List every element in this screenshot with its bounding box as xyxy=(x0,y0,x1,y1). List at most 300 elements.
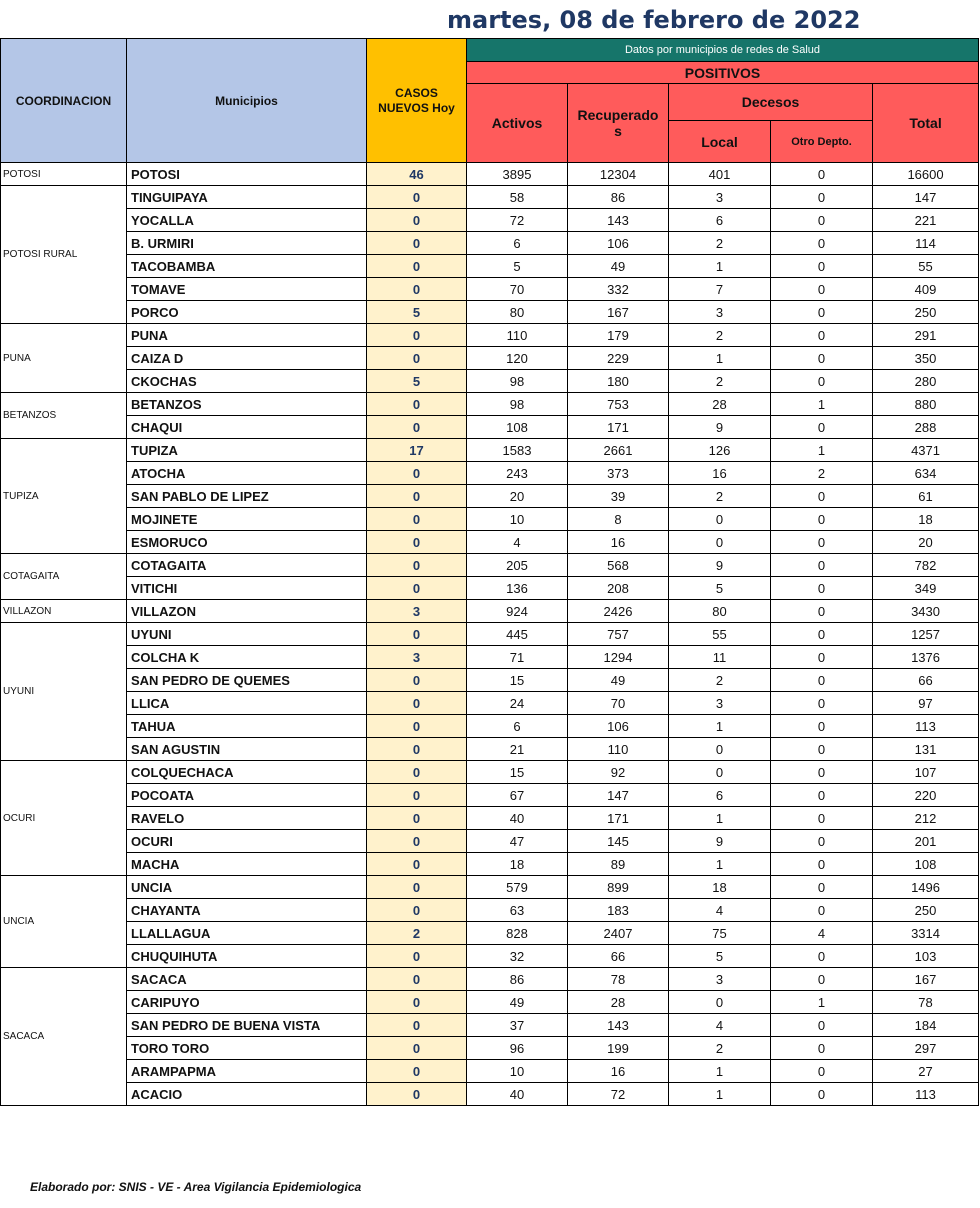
header-municipios: Municipios xyxy=(127,39,367,163)
cell-activos: 96 xyxy=(467,1037,568,1060)
table-row xyxy=(1,623,979,646)
cell-recuperados: 72 xyxy=(568,1083,669,1106)
cell-decesos-otro-depto: 0 xyxy=(771,623,873,646)
cell-municipio: ACACIO xyxy=(127,1083,367,1106)
cell-casos-nuevos: 0 xyxy=(367,692,467,715)
cell-total: 3430 xyxy=(873,600,979,623)
table-row xyxy=(1,462,979,485)
cell-recuperados: 180 xyxy=(568,370,669,393)
cell-decesos-local: 55 xyxy=(669,623,771,646)
cell-municipio: COTAGAITA xyxy=(127,554,367,577)
cell-activos: 98 xyxy=(467,370,568,393)
cell-casos-nuevos: 0 xyxy=(367,347,467,370)
cell-coordinacion: PUNA xyxy=(1,324,127,393)
cell-activos: 205 xyxy=(467,554,568,577)
cell-total: 3314 xyxy=(873,922,979,945)
cell-activos: 10 xyxy=(467,508,568,531)
cell-total: 634 xyxy=(873,462,979,485)
header-coordinacion: COORDINACION xyxy=(1,39,127,163)
cell-coordinacion: OCURI xyxy=(1,761,127,876)
cell-total: 880 xyxy=(873,393,979,416)
cell-casos-nuevos: 46 xyxy=(367,163,467,186)
cell-decesos-otro-depto: 0 xyxy=(771,186,873,209)
cell-recuperados: 143 xyxy=(568,1014,669,1037)
cell-decesos-local: 5 xyxy=(669,945,771,968)
cell-decesos-otro-depto: 0 xyxy=(771,531,873,554)
cell-activos: 1583 xyxy=(467,439,568,462)
cell-activos: 6 xyxy=(467,715,568,738)
cell-decesos-local: 1 xyxy=(669,255,771,278)
header-casos-line1: CASOS xyxy=(395,85,438,100)
cell-casos-nuevos: 0 xyxy=(367,508,467,531)
table-row xyxy=(1,577,979,600)
table-row xyxy=(1,784,979,807)
cell-total: 103 xyxy=(873,945,979,968)
cell-decesos-otro-depto: 0 xyxy=(771,1037,873,1060)
cell-casos-nuevos: 0 xyxy=(367,1014,467,1037)
cell-recuperados: 92 xyxy=(568,761,669,784)
cell-decesos-otro-depto: 1 xyxy=(771,991,873,1014)
cell-recuperados: 106 xyxy=(568,232,669,255)
cell-total: 250 xyxy=(873,301,979,324)
cell-municipio: TUPIZA xyxy=(127,439,367,462)
cell-activos: 67 xyxy=(467,784,568,807)
report-date-title xyxy=(0,6,980,38)
cell-decesos-local: 1 xyxy=(669,807,771,830)
cell-decesos-otro-depto: 0 xyxy=(771,899,873,922)
table-row xyxy=(1,968,979,991)
cell-total: 114 xyxy=(873,232,979,255)
table-row xyxy=(1,1037,979,1060)
cell-recuperados: 78 xyxy=(568,968,669,991)
cell-municipio: B. URMIRI xyxy=(127,232,367,255)
header-recuperados-line1: Recuperado xyxy=(577,107,659,123)
cell-activos: 49 xyxy=(467,991,568,1014)
table-row xyxy=(1,232,979,255)
cell-recuperados: 373 xyxy=(568,462,669,485)
cell-recuperados: 167 xyxy=(568,301,669,324)
cell-total: 20 xyxy=(873,531,979,554)
cell-recuperados: 143 xyxy=(568,209,669,232)
cell-decesos-otro-depto: 0 xyxy=(771,554,873,577)
cell-decesos-otro-depto: 0 xyxy=(771,715,873,738)
table-row xyxy=(1,692,979,715)
cell-decesos-local: 75 xyxy=(669,922,771,945)
cell-recuperados: 899 xyxy=(568,876,669,899)
cell-total: 349 xyxy=(873,577,979,600)
cell-casos-nuevos: 0 xyxy=(367,393,467,416)
table-row xyxy=(1,301,979,324)
cell-decesos-otro-depto: 0 xyxy=(771,784,873,807)
cell-decesos-local: 2 xyxy=(669,1037,771,1060)
cell-casos-nuevos: 0 xyxy=(367,807,467,830)
cell-municipio: TAHUA xyxy=(127,715,367,738)
table-row xyxy=(1,186,979,209)
table-row xyxy=(1,876,979,899)
cell-activos: 86 xyxy=(467,968,568,991)
cell-municipio: COLCHA K xyxy=(127,646,367,669)
cell-decesos-otro-depto: 0 xyxy=(771,163,873,186)
cell-decesos-local: 1 xyxy=(669,853,771,876)
cell-coordinacion: SACACA xyxy=(1,968,127,1106)
cell-recuperados: 70 xyxy=(568,692,669,715)
cell-decesos-otro-depto: 0 xyxy=(771,577,873,600)
cell-decesos-otro-depto: 0 xyxy=(771,1014,873,1037)
cell-casos-nuevos: 0 xyxy=(367,784,467,807)
cell-municipio: PORCO xyxy=(127,301,367,324)
cell-recuperados: 12304 xyxy=(568,163,669,186)
cell-decesos-local: 4 xyxy=(669,1014,771,1037)
cell-total: 1376 xyxy=(873,646,979,669)
cell-decesos-local: 5 xyxy=(669,577,771,600)
cell-decesos-local: 0 xyxy=(669,761,771,784)
cell-decesos-local: 7 xyxy=(669,278,771,301)
table-row xyxy=(1,646,979,669)
cell-activos: 47 xyxy=(467,830,568,853)
table-row xyxy=(1,439,979,462)
cell-decesos-local: 3 xyxy=(669,301,771,324)
cell-recuperados: 171 xyxy=(568,416,669,439)
cell-total: 250 xyxy=(873,899,979,922)
cell-activos: 40 xyxy=(467,1083,568,1106)
cell-decesos-local: 2 xyxy=(669,324,771,347)
cell-decesos-otro-depto: 0 xyxy=(771,876,873,899)
cell-coordinacion: COTAGAITA xyxy=(1,554,127,600)
cell-casos-nuevos: 0 xyxy=(367,715,467,738)
cell-municipio: MOJINETE xyxy=(127,508,367,531)
cell-casos-nuevos: 0 xyxy=(367,1037,467,1060)
cell-decesos-otro-depto: 0 xyxy=(771,738,873,761)
cell-recuperados: 147 xyxy=(568,784,669,807)
cell-decesos-otro-depto: 1 xyxy=(771,439,873,462)
cell-municipio: PUNA xyxy=(127,324,367,347)
cell-municipio: CAIZA D xyxy=(127,347,367,370)
cell-recuperados: 757 xyxy=(568,623,669,646)
cell-coordinacion: POTOSI xyxy=(1,163,127,186)
cell-total: 18 xyxy=(873,508,979,531)
cell-decesos-otro-depto: 0 xyxy=(771,669,873,692)
cell-casos-nuevos: 0 xyxy=(367,554,467,577)
cell-decesos-otro-depto: 0 xyxy=(771,232,873,255)
cell-total: 221 xyxy=(873,209,979,232)
cell-casos-nuevos: 0 xyxy=(367,324,467,347)
cell-recuperados: 110 xyxy=(568,738,669,761)
header-decesos: Decesos xyxy=(669,84,873,121)
table-row xyxy=(1,554,979,577)
cell-decesos-local: 9 xyxy=(669,554,771,577)
cell-recuperados: 179 xyxy=(568,324,669,347)
cell-casos-nuevos: 0 xyxy=(367,186,467,209)
header-casos-line2: NUEVOS Hoy xyxy=(378,100,455,115)
cell-decesos-local: 1 xyxy=(669,1083,771,1106)
table-body xyxy=(1,163,979,1106)
cell-municipio: LLALLAGUA xyxy=(127,922,367,945)
cell-activos: 32 xyxy=(467,945,568,968)
cell-municipio: VITICHI xyxy=(127,577,367,600)
cell-casos-nuevos: 0 xyxy=(367,853,467,876)
cell-activos: 21 xyxy=(467,738,568,761)
cell-casos-nuevos: 0 xyxy=(367,485,467,508)
cell-casos-nuevos: 0 xyxy=(367,830,467,853)
cell-casos-nuevos: 0 xyxy=(367,945,467,968)
cell-casos-nuevos: 0 xyxy=(367,623,467,646)
cell-municipio: CARIPUYO xyxy=(127,991,367,1014)
table-row xyxy=(1,416,979,439)
cell-activos: 579 xyxy=(467,876,568,899)
cell-decesos-otro-depto: 0 xyxy=(771,301,873,324)
cell-casos-nuevos: 0 xyxy=(367,209,467,232)
cell-casos-nuevos: 0 xyxy=(367,899,467,922)
cell-municipio: YOCALLA xyxy=(127,209,367,232)
cell-decesos-otro-depto: 0 xyxy=(771,209,873,232)
cell-decesos-local: 9 xyxy=(669,830,771,853)
table-row xyxy=(1,485,979,508)
cell-casos-nuevos: 3 xyxy=(367,600,467,623)
cell-municipio: TACOBAMBA xyxy=(127,255,367,278)
cell-decesos-local: 0 xyxy=(669,531,771,554)
table-row xyxy=(1,1060,979,1083)
cell-decesos-local: 6 xyxy=(669,784,771,807)
cell-recuperados: 753 xyxy=(568,393,669,416)
cell-activos: 924 xyxy=(467,600,568,623)
table-row xyxy=(1,922,979,945)
cell-recuperados: 229 xyxy=(568,347,669,370)
cell-recuperados: 171 xyxy=(568,807,669,830)
cell-municipio: UNCIA xyxy=(127,876,367,899)
cell-activos: 4 xyxy=(467,531,568,554)
cell-casos-nuevos: 17 xyxy=(367,439,467,462)
cell-casos-nuevos: 0 xyxy=(367,255,467,278)
cell-recuperados: 49 xyxy=(568,255,669,278)
cell-recuperados: 199 xyxy=(568,1037,669,1060)
cell-decesos-local: 18 xyxy=(669,876,771,899)
cell-decesos-otro-depto: 0 xyxy=(771,968,873,991)
cell-recuperados: 39 xyxy=(568,485,669,508)
cell-decesos-otro-depto: 0 xyxy=(771,508,873,531)
report-date-text: martes, 08 de febrero de 2022 xyxy=(447,6,861,34)
table-row xyxy=(1,255,979,278)
cell-decesos-local: 11 xyxy=(669,646,771,669)
cell-casos-nuevos: 0 xyxy=(367,738,467,761)
cell-total: 131 xyxy=(873,738,979,761)
cell-total: 288 xyxy=(873,416,979,439)
cell-municipio: TINGUIPAYA xyxy=(127,186,367,209)
cell-municipio: ARAMPAPMA xyxy=(127,1060,367,1083)
table-row xyxy=(1,899,979,922)
cell-total: 61 xyxy=(873,485,979,508)
table-row xyxy=(1,393,979,416)
cell-activos: 6 xyxy=(467,232,568,255)
cell-decesos-otro-depto: 0 xyxy=(771,1083,873,1106)
table-row xyxy=(1,1014,979,1037)
cell-decesos-otro-depto: 0 xyxy=(771,416,873,439)
cell-municipio: CKOCHAS xyxy=(127,370,367,393)
cell-recuperados: 145 xyxy=(568,830,669,853)
cell-casos-nuevos: 2 xyxy=(367,922,467,945)
cell-activos: 120 xyxy=(467,347,568,370)
cell-total: 1496 xyxy=(873,876,979,899)
table-row xyxy=(1,324,979,347)
cell-recuperados: 16 xyxy=(568,1060,669,1083)
cell-decesos-otro-depto: 0 xyxy=(771,1060,873,1083)
cell-coordinacion: VILLAZON xyxy=(1,600,127,623)
cell-municipio: SAN PEDRO DE BUENA VISTA xyxy=(127,1014,367,1037)
cell-total: 201 xyxy=(873,830,979,853)
cell-decesos-local: 2 xyxy=(669,669,771,692)
cell-total: 113 xyxy=(873,1083,979,1106)
cell-municipio: COLQUECHACA xyxy=(127,761,367,784)
table-row xyxy=(1,347,979,370)
cell-casos-nuevos: 3 xyxy=(367,646,467,669)
cell-activos: 18 xyxy=(467,853,568,876)
cell-casos-nuevos: 0 xyxy=(367,761,467,784)
cell-coordinacion: TUPIZA xyxy=(1,439,127,554)
cell-municipio: SACACA xyxy=(127,968,367,991)
cell-municipio: TOMAVE xyxy=(127,278,367,301)
table-row xyxy=(1,991,979,1014)
cell-casos-nuevos: 0 xyxy=(367,1060,467,1083)
cell-recuperados: 332 xyxy=(568,278,669,301)
cell-coordinacion: UNCIA xyxy=(1,876,127,968)
cell-decesos-otro-depto: 0 xyxy=(771,646,873,669)
cell-decesos-local: 1 xyxy=(669,715,771,738)
cell-decesos-local: 3 xyxy=(669,968,771,991)
cell-municipio: RAVELO xyxy=(127,807,367,830)
cell-decesos-otro-depto: 0 xyxy=(771,830,873,853)
header-casos-nuevos xyxy=(367,39,467,163)
table-row xyxy=(1,531,979,554)
cell-municipio: LLICA xyxy=(127,692,367,715)
table-row xyxy=(1,508,979,531)
cell-recuperados: 1294 xyxy=(568,646,669,669)
cell-municipio: OCURI xyxy=(127,830,367,853)
cell-coordinacion: POTOSI RURAL xyxy=(1,186,127,324)
header-positivos: POSITIVOS xyxy=(467,62,979,84)
cell-total: 167 xyxy=(873,968,979,991)
cell-recuperados: 208 xyxy=(568,577,669,600)
cell-decesos-local: 2 xyxy=(669,232,771,255)
cell-recuperados: 106 xyxy=(568,715,669,738)
table-row xyxy=(1,669,979,692)
cell-decesos-local: 6 xyxy=(669,209,771,232)
cell-activos: 110 xyxy=(467,324,568,347)
header-total: Total xyxy=(873,84,979,163)
cell-municipio: TORO TORO xyxy=(127,1037,367,1060)
table-header xyxy=(1,39,979,163)
cell-activos: 72 xyxy=(467,209,568,232)
cell-municipio: VILLAZON xyxy=(127,600,367,623)
table-row xyxy=(1,738,979,761)
table-row xyxy=(1,807,979,830)
cell-decesos-local: 2 xyxy=(669,485,771,508)
cell-municipio: SAN PABLO DE LIPEZ xyxy=(127,485,367,508)
cell-recuperados: 28 xyxy=(568,991,669,1014)
cell-recuperados: 86 xyxy=(568,186,669,209)
cell-decesos-otro-depto: 0 xyxy=(771,600,873,623)
cell-decesos-local: 28 xyxy=(669,393,771,416)
cell-recuperados: 16 xyxy=(568,531,669,554)
cell-activos: 3895 xyxy=(467,163,568,186)
cell-casos-nuevos: 5 xyxy=(367,301,467,324)
table-row xyxy=(1,761,979,784)
header-activos: Activos xyxy=(467,84,568,163)
table-row xyxy=(1,209,979,232)
cell-total: 108 xyxy=(873,853,979,876)
cell-decesos-otro-depto: 0 xyxy=(771,692,873,715)
table-row xyxy=(1,945,979,968)
cell-total: 147 xyxy=(873,186,979,209)
cell-decesos-local: 2 xyxy=(669,370,771,393)
footer-credit: Elaborado por: SNIS - VE - Area Vigilancia Epidemiologica xyxy=(30,1180,362,1194)
cell-recuperados: 2426 xyxy=(568,600,669,623)
cell-municipio: POTOSI xyxy=(127,163,367,186)
table-row xyxy=(1,600,979,623)
cell-municipio: ATOCHA xyxy=(127,462,367,485)
cell-decesos-local: 401 xyxy=(669,163,771,186)
cell-municipio: SAN AGUSTIN xyxy=(127,738,367,761)
cell-total: 1257 xyxy=(873,623,979,646)
table-row xyxy=(1,715,979,738)
cell-total: 97 xyxy=(873,692,979,715)
table-row xyxy=(1,830,979,853)
cell-casos-nuevos: 0 xyxy=(367,991,467,1014)
cell-total: 184 xyxy=(873,1014,979,1037)
cell-decesos-otro-depto: 0 xyxy=(771,370,873,393)
cell-decesos-otro-depto: 0 xyxy=(771,485,873,508)
cell-municipio: POCOATA xyxy=(127,784,367,807)
cell-total: 782 xyxy=(873,554,979,577)
cell-total: 409 xyxy=(873,278,979,301)
cell-decesos-local: 3 xyxy=(669,692,771,715)
cell-activos: 243 xyxy=(467,462,568,485)
cell-municipio: CHAYANTA xyxy=(127,899,367,922)
cell-casos-nuevos: 0 xyxy=(367,531,467,554)
cell-total: 113 xyxy=(873,715,979,738)
cell-total: 212 xyxy=(873,807,979,830)
cell-activos: 445 xyxy=(467,623,568,646)
cell-casos-nuevos: 0 xyxy=(367,462,467,485)
cell-activos: 70 xyxy=(467,278,568,301)
header-datos-redes: Datos por municipios de redes de Salud xyxy=(467,39,979,62)
cell-recuperados: 66 xyxy=(568,945,669,968)
cell-decesos-local: 3 xyxy=(669,186,771,209)
cell-activos: 20 xyxy=(467,485,568,508)
cell-decesos-otro-depto: 4 xyxy=(771,922,873,945)
cell-casos-nuevos: 0 xyxy=(367,1083,467,1106)
cell-decesos-local: 80 xyxy=(669,600,771,623)
cell-casos-nuevos: 0 xyxy=(367,876,467,899)
cell-decesos-local: 0 xyxy=(669,738,771,761)
cell-total: 78 xyxy=(873,991,979,1014)
cell-total: 220 xyxy=(873,784,979,807)
cell-decesos-otro-depto: 0 xyxy=(771,761,873,784)
cell-activos: 98 xyxy=(467,393,568,416)
cell-recuperados: 89 xyxy=(568,853,669,876)
cell-activos: 58 xyxy=(467,186,568,209)
table-row xyxy=(1,370,979,393)
cell-recuperados: 2661 xyxy=(568,439,669,462)
cell-total: 350 xyxy=(873,347,979,370)
cell-municipio: BETANZOS xyxy=(127,393,367,416)
cell-activos: 15 xyxy=(467,761,568,784)
cell-total: 291 xyxy=(873,324,979,347)
cell-decesos-local: 0 xyxy=(669,991,771,1014)
cell-casos-nuevos: 0 xyxy=(367,577,467,600)
cell-casos-nuevos: 0 xyxy=(367,968,467,991)
header-recuperados xyxy=(568,84,669,163)
cell-decesos-local: 126 xyxy=(669,439,771,462)
cell-activos: 37 xyxy=(467,1014,568,1037)
